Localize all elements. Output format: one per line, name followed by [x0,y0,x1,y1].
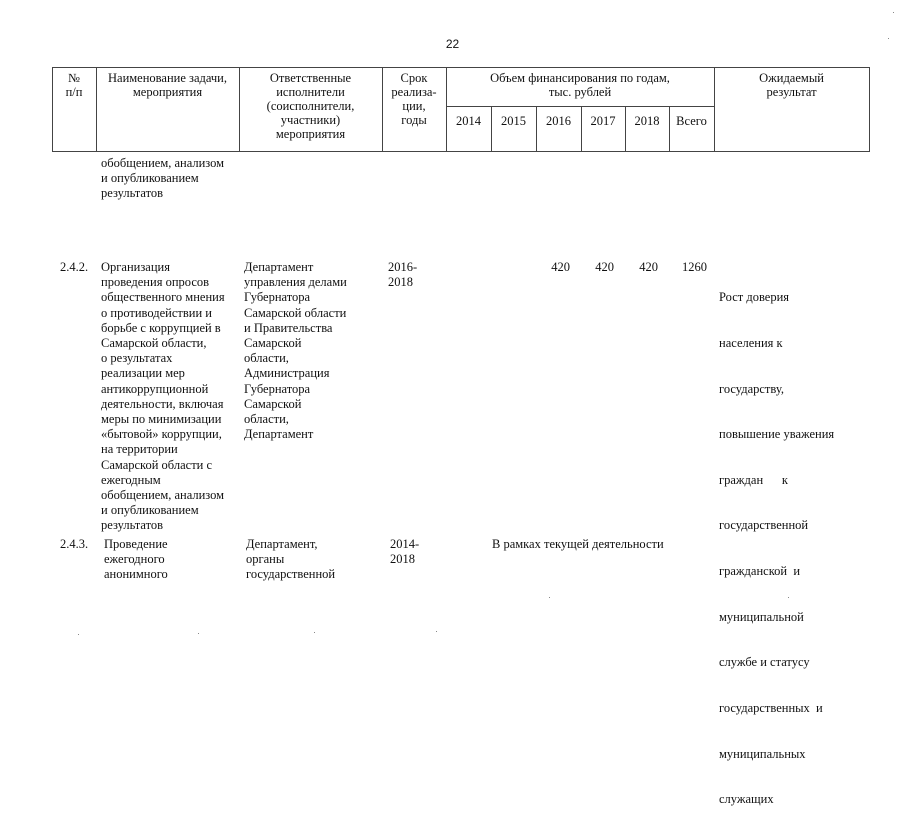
row-2-4-3-num: 2.4.3. [60,537,89,551]
row-2-4-3-executors: Департамент, органы государственной [246,537,336,582]
header-year-2015: 2015 [501,114,526,128]
row-2-4-2-term: 2016- 2018 [388,260,418,290]
header-funding-title: Объем финансирования по годам, тыс. рублей [490,71,670,99]
row-2-4-3-term: 2014- 2018 [390,537,420,567]
header-year-total: Всего [676,114,707,128]
header-year-2014: 2014 [456,114,481,128]
header-result: Ожидаемый результат [759,71,824,99]
header-term: Срок реализа- ции, годы [391,71,437,127]
row-2-4-2-funding-2017: 420 [595,260,614,274]
header-year-2018: 2018 [634,114,660,128]
header-year-2016: 2016 [546,114,571,128]
header-executors: Ответственные исполнители (соисполнители, участники) мероприятия [266,71,355,141]
row-2-4-3-task: Проведение ежегодного анонимного [104,537,168,582]
row-2-4-2-funding-total: 1260 [682,260,707,274]
row-2-4-2-executors: Департамент управления делами Губернатора Самарской области и Правительства Самарской области, Администрация Губернатора Самарской области, Департамент [244,260,347,442]
page-number: 22 [445,37,460,51]
header-num: № п/п [65,71,83,99]
row-2-4-2-result: Рост доверия населения к государству, повышение уважения граждан к государственной гражданской и муниципальной службе и статусу государственных и муниципальных служащих [719,290,835,807]
row-continuation-task: обобщением, анализом и опубликованием результатов [101,156,225,201]
row-2-4-2-funding-2018: 420 [639,260,658,274]
row-2-4-2-task: Организация проведения опросов общественного мнения о противодействии и борьбе с коррупцией в Самарской области, о результатах реализации мер антикоррупционной деятельности, включая меры по минимизации «бытовой» коррупции, на территории Самарской области с ежегодным обобщением, анализом и опубликованием результатов [101,260,225,533]
row-2-4-2-num: 2.4.2. [60,260,89,274]
header-year-2017: 2017 [590,114,616,128]
row-2-4-3-funding-note: В рамках текущей деятельности [492,537,664,551]
header-task: Наименование задачи, мероприятия [108,71,227,99]
row-2-4-2-funding-2016: 420 [551,260,570,274]
